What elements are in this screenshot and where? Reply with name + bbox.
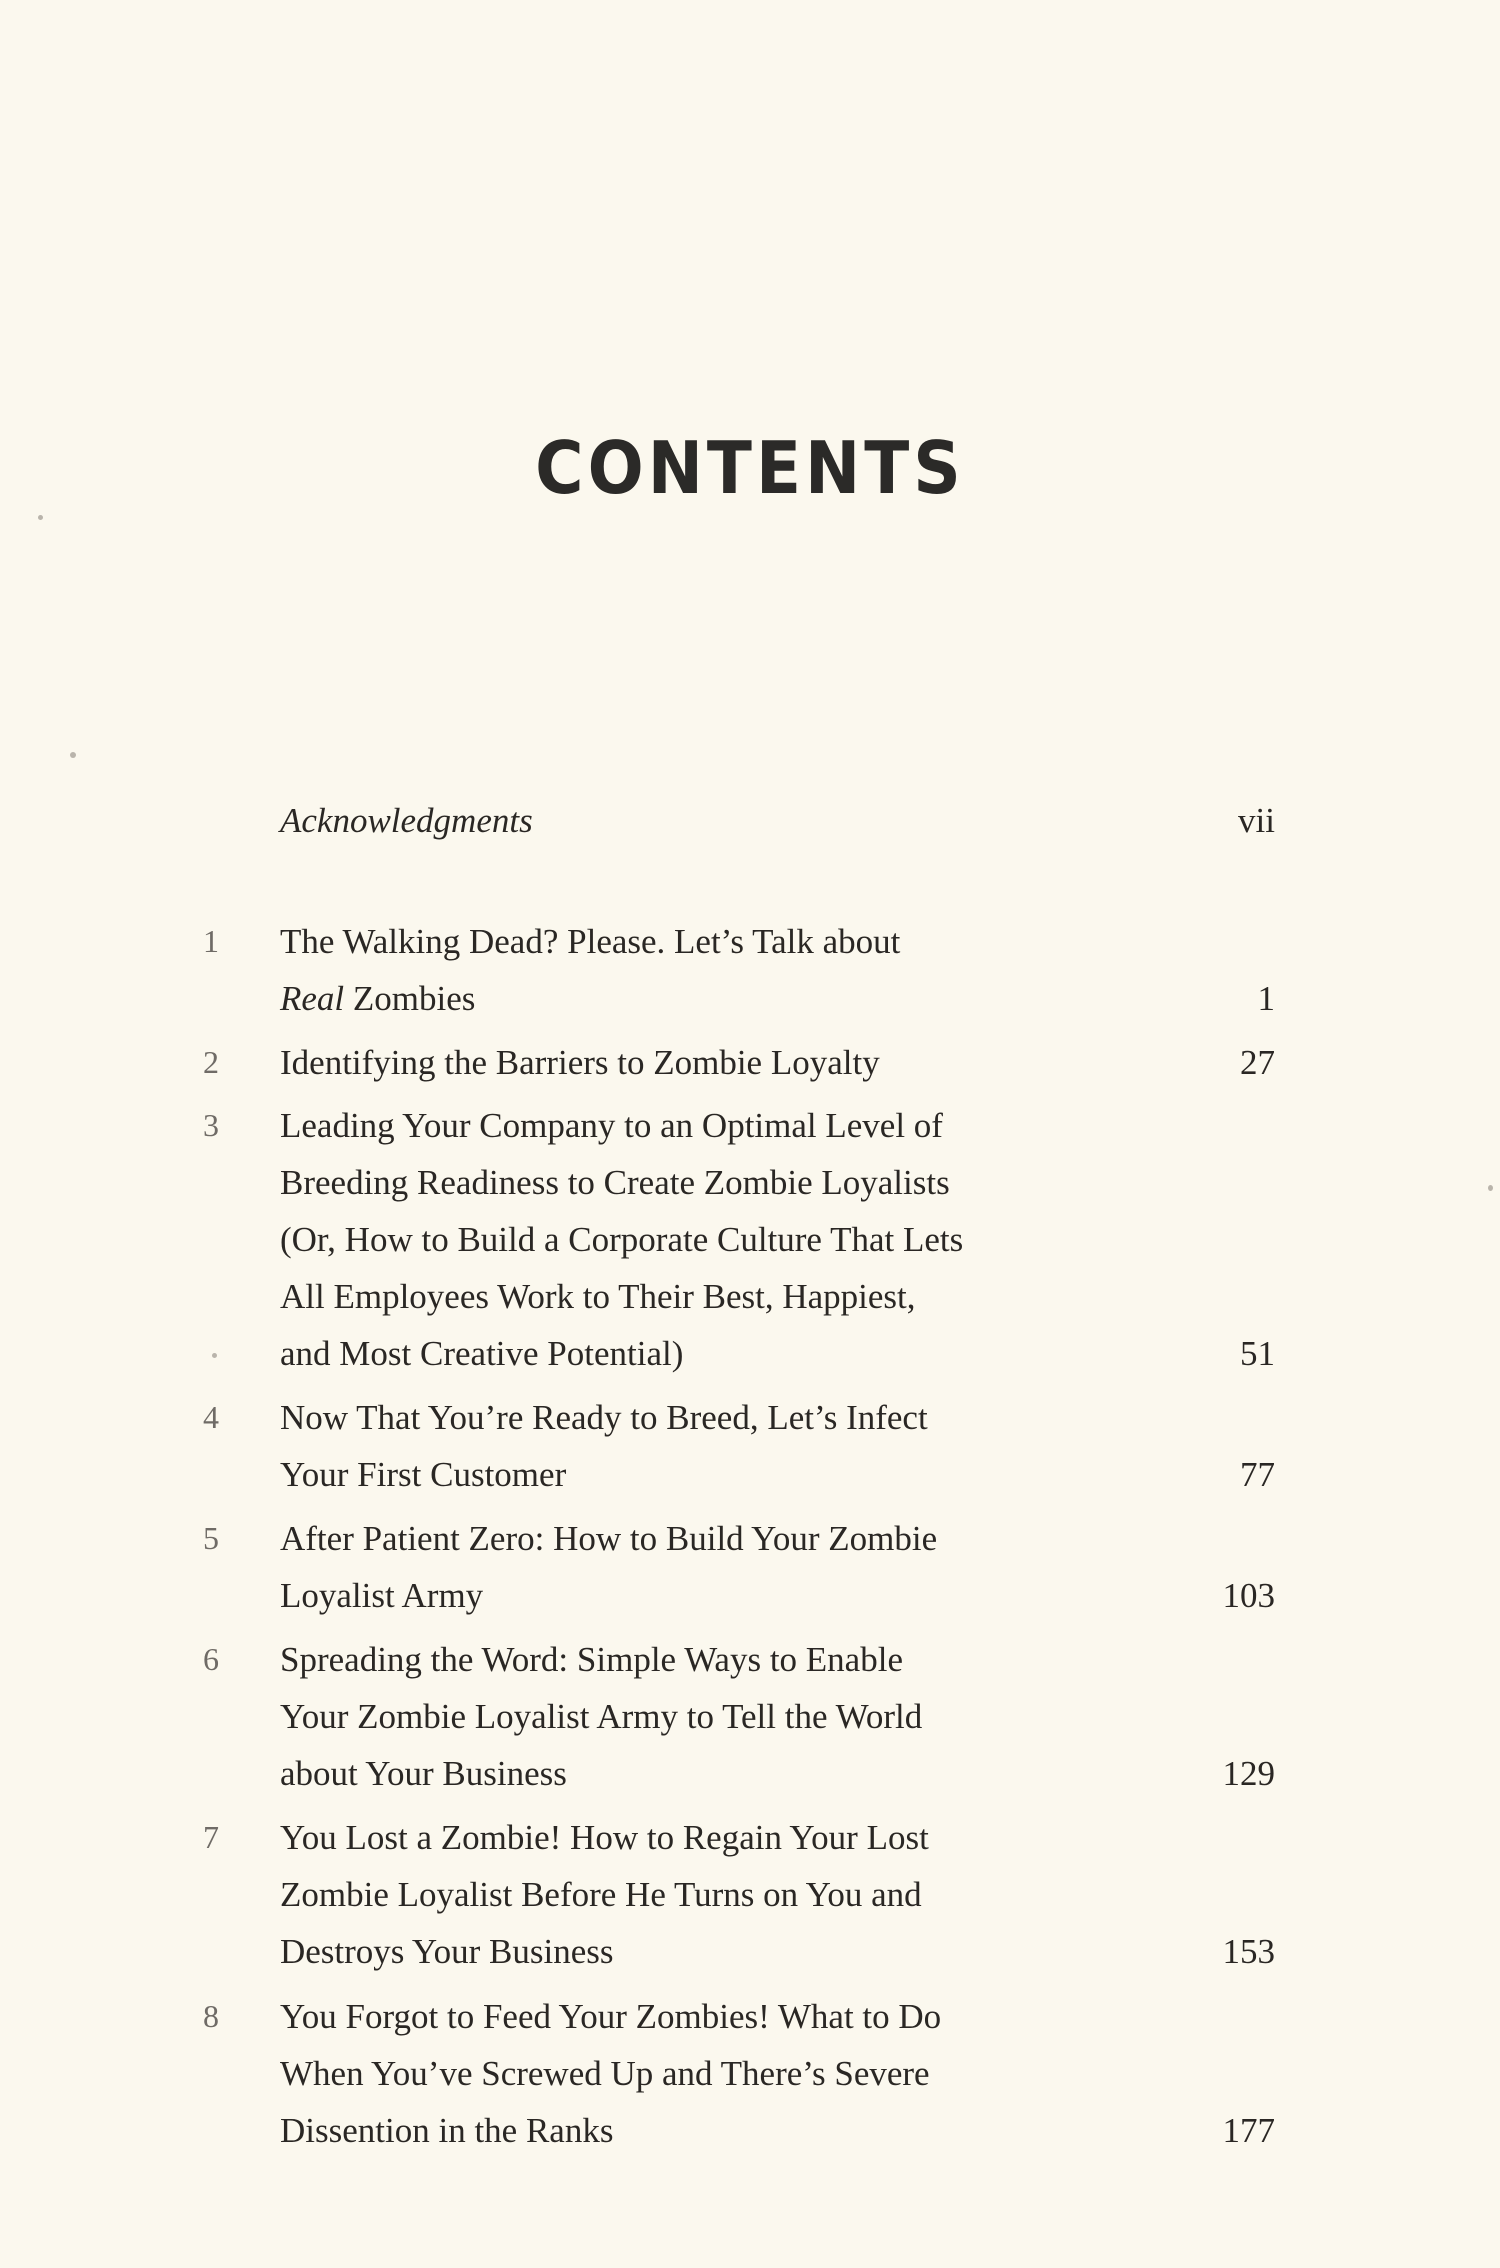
toc-entry-page: vii	[1238, 801, 1275, 840]
toc-entry-page: 77	[1240, 1455, 1275, 1494]
chapter-number: 7	[203, 1819, 219, 1855]
chapter-number: 3	[203, 1107, 219, 1143]
paper-speck	[38, 515, 43, 520]
title-line: The Walking Dead? Please. Let’s Talk about	[280, 922, 901, 961]
toc-entry-title: Leading Your Company to an Optimal Level of Breeding Readiness to Create Zombie Loyalists (Or, How to Build a Corporate Culture That Lets All Employees Work to Their Best, Happiest, and Most Creative Potential)	[280, 1106, 964, 1373]
title-italic-word: Real	[280, 979, 345, 1018]
chapter-number: 1	[203, 923, 219, 959]
toc-entry-page: 103	[1222, 1576, 1275, 1615]
chapter-number: 8	[203, 1998, 219, 2034]
chapter-number: 4	[203, 1399, 219, 1435]
toc-entry-title: Now That You’re Ready to Breed, Let’s Infect Your First Customer	[280, 1398, 928, 1494]
chapter-number: 6	[203, 1641, 219, 1677]
toc-entry-page: 27	[1240, 1043, 1275, 1082]
toc-entry-title: Identifying the Barriers to Zombie Loyalty	[280, 1043, 880, 1082]
toc-entry-title: Acknowledgments	[280, 801, 533, 840]
paper-speck	[212, 1353, 217, 1358]
chapter-number: 5	[203, 1520, 219, 1556]
chapter-number: 2	[203, 1044, 219, 1080]
toc-entry-title: You Forgot to Feed Your Zombies! What to Do When You’ve Screwed Up and There’s Severe Dissention in the Ranks	[280, 1997, 942, 2150]
toc-entry-page: 1	[1257, 979, 1275, 1018]
toc-entry-title: You Lost a Zombie! How to Regain Your Lost Zombie Loyalist Before He Turns on You and Destroys Your Business	[280, 1818, 929, 1971]
toc-entry-page: 177	[1222, 2111, 1275, 2150]
toc-entry-title	[280, 913, 1180, 1027]
contents-heading: CONTENTS	[535, 426, 965, 511]
toc-entry-page: 129	[1222, 1754, 1275, 1793]
paper-speck	[1488, 1185, 1493, 1191]
toc-entry-page: 51	[1240, 1334, 1275, 1373]
paper-speck	[70, 752, 76, 758]
title-line-rest: Zombies	[344, 979, 476, 1018]
toc-entry-title: After Patient Zero: How to Build Your Zombie Loyalist Army	[280, 1519, 938, 1615]
toc-entry-title: Spreading the Word: Simple Ways to Enable Your Zombie Loyalist Army to Tell the World about Your Business	[280, 1640, 923, 1793]
toc-entry-page: 153	[1222, 1932, 1275, 1971]
